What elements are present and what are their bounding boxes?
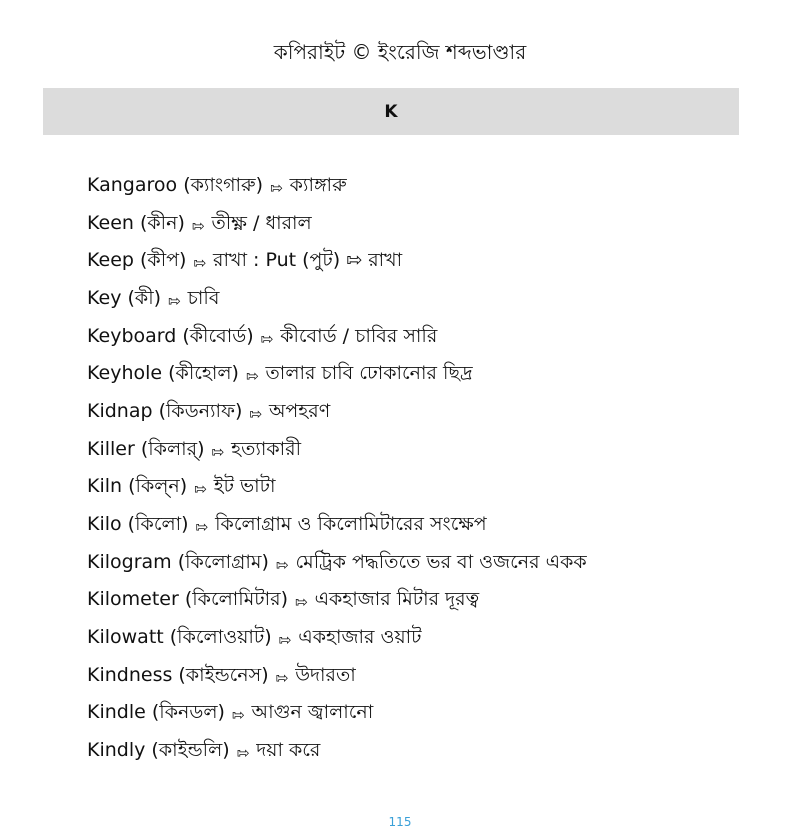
- arrow-icon: ⇰: [270, 178, 283, 197]
- entry-list: [87, 168, 787, 771]
- arrow-icon: ⇰: [195, 518, 209, 537]
- entry-word: Kilometer (কিলোমিটার): [87, 588, 288, 611]
- entry-word: Key (কী): [87, 286, 162, 309]
- entry-keyhole: [87, 356, 787, 394]
- entry-word: Kindly (কাইন্ডলি): [87, 739, 230, 762]
- entry-word: Kilogram (কিলোগ্রাম): [87, 550, 269, 573]
- arrow-icon: ⇰: [260, 329, 274, 348]
- entry-kindle: [87, 696, 787, 734]
- entry-word: Killer (কিলার্): [87, 437, 205, 460]
- entry-word: Kindle (কিনডল): [87, 701, 225, 724]
- entry-kilowatt: [87, 620, 787, 658]
- entry-kilogram: [87, 545, 787, 583]
- entry-kilo: [87, 507, 787, 545]
- entry-word: Kilowatt (কিলোওয়াট): [87, 626, 272, 649]
- arrow-icon: ⇰: [275, 668, 289, 687]
- entry-meaning: অপহরণ: [268, 399, 331, 422]
- arrow-icon: ⇰: [236, 744, 250, 763]
- arrow-icon: ⇰: [231, 706, 245, 725]
- arrow-icon: ⇰: [278, 631, 292, 650]
- entry-meaning: ইট ভাটা: [213, 475, 276, 498]
- section-letter-bar: [43, 88, 739, 135]
- arrow-icon: ⇰: [245, 367, 259, 386]
- entry-meaning: আগুন জ্বালানো: [251, 701, 374, 724]
- entry-word: Kilo (কিলো): [87, 513, 189, 536]
- entry-word: Kidnap (কিডন্যাফ): [87, 399, 243, 422]
- entry-word: Kiln (কিল্ন): [87, 475, 188, 498]
- entry-word: Keen (কীন): [87, 211, 185, 234]
- section-letter: K: [384, 101, 398, 122]
- copyright-header: কপিরাইট © ইংরেজি শব্দভাণ্ডার: [273, 40, 527, 64]
- arrow-icon: ⇰: [191, 216, 205, 235]
- entry-meaning: ক্যাঙ্গারু: [289, 173, 347, 196]
- entry-meaning: কীবোর্ড / চাবির সারি: [280, 324, 438, 347]
- entry-word: Keyboard (কীবোর্ড): [87, 324, 254, 347]
- entry-meaning: তীক্ষ্ণ / ধারাল: [211, 211, 312, 234]
- entry-kidnap: [87, 394, 787, 432]
- arrow-icon: ⇰: [193, 254, 207, 273]
- entry-word: Kangaroo (ক্যাংগারু): [87, 173, 264, 196]
- entry-kindly: [87, 733, 787, 771]
- entry-word: Keyhole (কীহোল): [87, 362, 239, 385]
- entry-key: [87, 281, 787, 319]
- entry-meaning: একহাজার ওয়াট: [298, 626, 422, 649]
- entry-meaning: একহাজার মিটার দূরত্ব: [314, 588, 480, 611]
- entry-meaning: রাখা : Put (পুট) ⇰ রাখা: [213, 249, 403, 272]
- entry-word: Keep (কীপ): [87, 249, 187, 272]
- entry-kiln: [87, 470, 787, 508]
- page-number: 115: [388, 815, 412, 829]
- entry-word: Kindness (কাইন্ডনেস): [87, 663, 269, 686]
- entry-kindness: [87, 658, 787, 696]
- entry-meaning: মেট্রিক পদ্ধতিতে ভর বা ওজনের একক: [295, 550, 587, 573]
- entry-meaning: কিলোগ্রাম ও কিলোমিটারের সংক্ষেপ: [215, 513, 487, 536]
- entry-kilometer: [87, 583, 787, 621]
- entry-meaning: দয়া করে: [256, 739, 321, 762]
- entry-keyboard: [87, 319, 787, 357]
- entry-meaning: তালার চাবি ঢোকানোর ছিদ্র: [265, 362, 473, 385]
- arrow-icon: ⇰: [168, 291, 181, 310]
- entry-keep: [87, 243, 787, 281]
- entry-meaning: উদারতা: [295, 663, 356, 686]
- arrow-icon: ⇰: [194, 480, 207, 499]
- entry-meaning: চাবি: [187, 286, 220, 309]
- arrow-icon: ⇰: [211, 442, 225, 461]
- arrow-icon: ⇰: [275, 555, 289, 574]
- entry-kangaroo: [87, 168, 787, 206]
- entry-keen: [87, 206, 787, 244]
- arrow-icon: ⇰: [294, 593, 308, 612]
- entry-killer: [87, 432, 787, 470]
- entry-meaning: হত্যাকারী: [231, 437, 302, 460]
- arrow-icon: ⇰: [249, 404, 262, 423]
